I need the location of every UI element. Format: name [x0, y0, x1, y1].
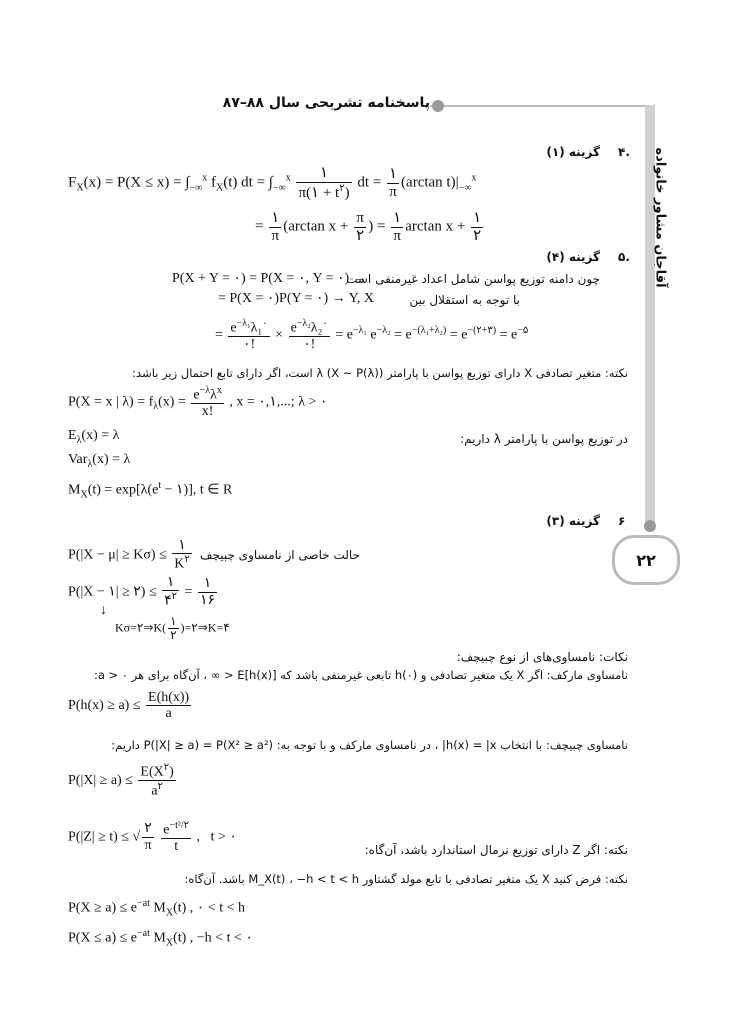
q5-var: Var$_\lambda$(x) = λ	[68, 452, 131, 470]
q6-notes-title: نکات: نامساوی‌های از نوع چبیچف:	[456, 650, 628, 664]
q6-cheb-fa: حالت خاصی از نامساوی چبیچف	[200, 548, 360, 562]
q6-arrow: ↓	[100, 603, 107, 618]
q5-mgf: $M_X(t) = \exp[\lambda(e^t$ − ۱)], t ∈ R	[68, 480, 233, 501]
q4-number: ۴.	[618, 145, 630, 159]
q5-note: نکته: متغیر تصادفی X دارای توزیع پواسن با پارامتر λ (X ~ P(λ)) است، اگر دارای تابع احتمال زیر باشد:	[132, 366, 628, 380]
q5-line1-text: چون دامنه توزیع پواسن شامل اعداد غیرمنفی است	[346, 272, 600, 286]
side-rail-dot	[644, 520, 656, 532]
q5-line2-math: = P(X = ۰)P(Y = ۰) → Y, X	[218, 291, 375, 306]
q6-calc1: P(|X − ۱| ≥ ۲) ≤ $\frac{۱}{۴^۲}$ = $\frac{۱}{۱۶}$	[68, 575, 215, 610]
q5-line2-text: با توجه به استقلال بین	[409, 293, 520, 307]
q6-markov: P(h(x) ≥ a) ≤ $\frac{E(h(x))}{a}$	[68, 690, 190, 722]
q4-choice: گزینه (۱)	[546, 145, 600, 159]
q6-cheb: P(|X − μ| ≥ Kσ) ≤ $\frac{۱}{K^۲}$	[68, 538, 190, 573]
q6-choice: گزینه (۳)	[546, 514, 600, 528]
q6-chernoff2: $P(X \le a) \le e^{-at}$ $M_X(t)$ , −h < t < ۰	[68, 928, 253, 949]
q6-cheb-text2: نامساوی چبیچف: با انتخاب h(x) = |x| ، در نامساوی مارکف و با توجه به: P(|X| ≥ a) = P(X² ≥ a²) داریم:	[111, 738, 628, 752]
q6-number: ۶	[618, 514, 626, 528]
q5-choice: گزینه (۴)	[546, 250, 600, 264]
vertical-title: آقاجان مشاور خانواده	[652, 147, 668, 288]
q5-pmf: P(X = x | $\lambda) = f_\lambda(x)$ = $\frac{e^{-\lambda}\lambda^x}{x!}$ , x = ۰,۱,...; λ > ۰	[68, 385, 328, 420]
q6-markov-text: نامساوی مارکف: اگر X یک متغیر تصادفی و h(۰) تابعی غیرمنفی باشد که E[h(x)] < ∞ ، آن‌گاه برای هر a > ۰:	[93, 668, 628, 682]
q5-mean: $E_\lambda(x) = \lambda$	[68, 428, 120, 446]
q6-normal: P(|Z| ≥ t) ≤ √ $\frac{۲}{\pi}$ $\frac{e^{-t^2/۲}}{t}$ , t > ۰	[68, 820, 237, 855]
q5-mean-text-fa: در توزیع پواسن با پارامتر λ داریم:	[460, 432, 628, 446]
q6-chernoff1: $P(X \ge a) \le e^{-at}$ $M_X(t)$ , ۰ < t < h	[68, 898, 245, 919]
q6-cheb2: P(|X| ≥ a) ≤ $\frac{E(X^۲)}{a^۲}$	[68, 762, 174, 799]
q6-calc2: Kσ=۲⇒K( $\frac{۱}{۲}$ )=۲⇒K=۴	[115, 614, 230, 643]
page-title: پاسخنامه تشریحی سال ۸۸–۸۷	[222, 95, 430, 111]
q5-line3-math: = $\frac{e^{-\lambda_1}\lambda_1^۰}{۰!}$ × $\frac{e^{-\lambda_2}\lambda_2^۰}{۰!}$ = $e^{-\lambda_1}$ $e^{-\lambda_2} = e^{-(\lambda_1+\lambda_2)} = e^{-(۲+۳)} = e^{-۵}$	[215, 318, 529, 353]
page-number: ۲۲	[636, 550, 656, 570]
q4-eq1: $F_X(x) = P(X \le x) = \int_{-\infty}^x$ $f_X(t)$ dt = $\int_{-\infty}^x$ $\frac{۱}{\pi(۱ + t^۲)}$ dt = $\frac{۱}{\pi}$ (arctan $t)|_{-\infty}^x$	[68, 165, 477, 201]
page-number-badge	[612, 535, 680, 585]
q5-line1-math: P(X + Y = ۰) = P(X = ۰, Y = ۰) →	[172, 271, 367, 286]
q4-eq2: = $\frac{۱}{\pi}$ (arctan x + $\frac{\pi}{۲}$ ) = $\frac{۱}{\pi}$ arctan x + $\frac{۱}{۲}$	[255, 210, 482, 244]
q6-normal-fa: نکته: اگر Z دارای توزیع نرمال استاندارد باشد، آن‌گاه:	[364, 843, 628, 857]
q5-number: ۵.	[618, 250, 630, 264]
header-dot	[432, 100, 444, 112]
q6-mgf-text: نکته: فرض کنید X یک متغیر تصادفی با تابع مولد گشتاور M_X(t) ، −h < t < h باشد. آن‌گاه:	[184, 872, 628, 886]
